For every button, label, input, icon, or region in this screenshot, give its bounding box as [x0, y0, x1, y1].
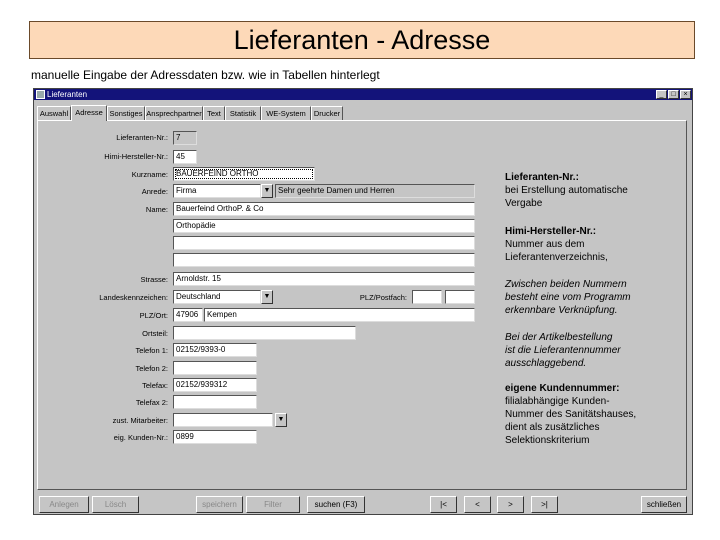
note-himi-nr [505, 225, 675, 264]
hersteller-nr-label: Himi-Hersteller-Nr.: [104, 152, 168, 161]
close-window-button[interactable]: × [680, 90, 691, 99]
schliessen-button[interactable]: schließen [641, 496, 687, 513]
plz-postfach-label: PLZ/Postfach: [359, 293, 407, 302]
note-kd3: dient als zusätzliches [505, 422, 600, 433]
ort-field[interactable]: Kempen [204, 308, 475, 322]
note-kd1: filialabhängige Kunden- [505, 396, 610, 407]
note-kundennummer [505, 382, 675, 447]
telefax-field[interactable]: 02152/939312 [173, 378, 257, 392]
kundennr-field[interactable]: 0899 [173, 430, 257, 444]
chevron-down-icon[interactable]: ▼ [261, 184, 273, 198]
plz-postfach-nr-field[interactable] [445, 290, 475, 304]
note-artikelbestellung [505, 331, 675, 370]
name-line2-field[interactable]: Orthopädie [173, 219, 475, 233]
suchen-button[interactable]: suchen (F3) [307, 496, 365, 513]
note-lieferanten-nr [505, 171, 675, 210]
name-label: Name: [145, 205, 168, 214]
filter-button[interactable]: Filter [246, 496, 300, 513]
next-record-button[interactable]: > [497, 496, 524, 513]
note-kd2: Nummer des Sanitätshauses, [505, 409, 637, 420]
telefax-label: Telefax: [142, 381, 168, 390]
chevron-down-icon[interactable]: ▼ [261, 290, 273, 304]
telefon2-field[interactable] [173, 361, 257, 375]
slide-title: Lieferanten - Adresse [29, 21, 695, 59]
telefon2-label: Telefon 2: [135, 364, 168, 373]
note-link2: besteht eine vom Programm [505, 292, 631, 303]
strasse-label: Strasse: [140, 275, 168, 284]
note-lnr-text2: Vergabe [505, 198, 543, 209]
tab-we-system[interactable]: WE-System [261, 106, 311, 120]
tab-statistik[interactable]: Statistik [225, 106, 261, 120]
loeschen-button[interactable]: Lösch [92, 496, 139, 513]
mitarbeiter-select[interactable] [173, 413, 273, 427]
speichern-button[interactable]: speichern [196, 496, 243, 513]
telefon1-label: Telefon 1: [135, 346, 168, 355]
first-record-button[interactable]: |< [430, 496, 457, 513]
anlegen-button[interactable]: Anlegen [39, 496, 89, 513]
ortsteil-label: Ortsteil: [142, 329, 168, 338]
name-line4-field[interactable] [173, 253, 475, 267]
tab-adresse[interactable]: Adresse [71, 105, 107, 121]
tab-sonstiges[interactable]: Sonstiges [107, 106, 145, 120]
note-order2: ist die Lieferantennummer [505, 345, 621, 356]
briefanrede-field: Sehr geehrte Damen und Herren [275, 184, 475, 198]
telefax2-label: Telefax 2: [135, 398, 168, 407]
note-himi-title: Himi-Hersteller-Nr.: [505, 226, 597, 237]
note-order3: ausschlaggebend. [505, 358, 587, 369]
telefon1-field[interactable]: 02152/9393-0 [173, 343, 257, 357]
anrede-select[interactable]: Firma [173, 184, 261, 198]
note-link1: Zwischen beiden Nummern [505, 279, 627, 290]
anrede-label: Anrede: [141, 187, 168, 196]
lieferanten-nr-label: Lieferanten-Nr.: [116, 133, 168, 142]
window-title: Lieferanten [47, 90, 88, 99]
mitarbeiter-label: zust. Mitarbeiter: [112, 416, 168, 425]
tab-ansprechpartner[interactable]: Ansprechpartner [145, 106, 203, 120]
note-himi-text2: Lieferantenverzeichnis, [505, 252, 608, 263]
tab-auswahl[interactable]: Auswahl [37, 106, 71, 120]
kurzname-field[interactable]: BAUERFEIND ORTHO [173, 167, 315, 181]
note-kd-title: eigene Kundennummer: [505, 383, 620, 394]
name-line1-field[interactable]: Bauerfeind OrthoP. & Co [173, 202, 475, 216]
hersteller-nr-field[interactable]: 45 [173, 150, 197, 164]
tab-strip [37, 106, 691, 121]
note-lnr-title: Lieferanten-Nr.: [505, 172, 579, 183]
plz-postfach-plz-field[interactable] [412, 290, 442, 304]
kundennr-label: eig. Kunden-Nr.: [113, 433, 168, 442]
ortsteil-field[interactable] [173, 326, 356, 340]
note-link3: erkennbare Verknüpfung. [505, 305, 618, 316]
land-label: Landeskennzeichen: [99, 293, 168, 302]
strasse-field[interactable]: Arnoldstr. 15 [173, 272, 475, 286]
note-himi-text1: Nummer aus dem [505, 239, 585, 250]
slide-subtitle: manuelle Eingabe der Adressdaten bzw. wie in Tabellen hinterlegt [31, 68, 380, 82]
tab-drucker[interactable]: Drucker [311, 106, 343, 120]
name-line3-field[interactable] [173, 236, 475, 250]
prev-record-button[interactable]: < [464, 496, 491, 513]
land-select[interactable]: Deutschland [173, 290, 261, 304]
app-icon [36, 90, 45, 99]
note-kd4: Selektionskriterium [505, 435, 590, 446]
plz-ort-label: PLZ/Ort: [139, 311, 168, 320]
window-titlebar[interactable] [34, 89, 692, 100]
last-record-button[interactable]: >| [531, 496, 558, 513]
minimize-button[interactable]: _ [656, 90, 667, 99]
lieferanten-nr-field: 7 [173, 131, 197, 145]
note-lnr-text1: bei Erstellung automatische [505, 185, 628, 196]
tab-text[interactable]: Text [203, 106, 225, 120]
kurzname-label: Kurzname: [131, 170, 168, 179]
note-order1: Bei der Artikelbestellung [505, 332, 613, 343]
plz-field[interactable]: 47906 [173, 308, 203, 322]
chevron-down-icon[interactable]: ▼ [275, 413, 287, 427]
telefax2-field[interactable] [173, 395, 257, 409]
maximize-button[interactable]: □ [668, 90, 679, 99]
note-verknuepfung [505, 278, 675, 317]
